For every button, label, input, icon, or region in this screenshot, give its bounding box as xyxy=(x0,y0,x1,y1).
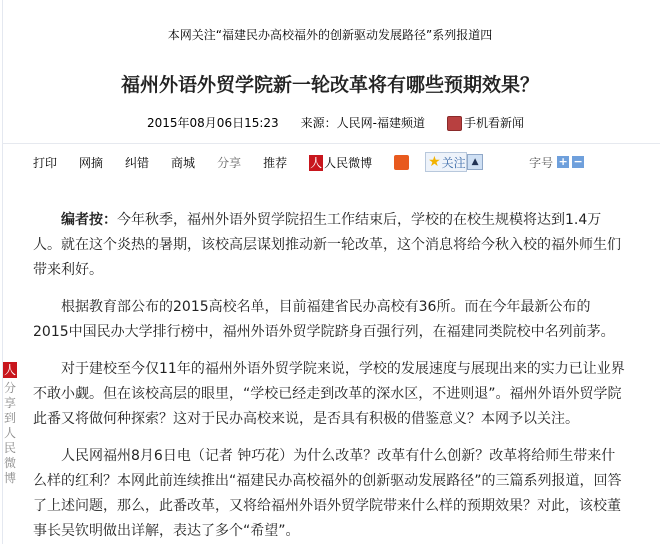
toolbar xyxy=(33,152,587,172)
side-share-char: 到 xyxy=(3,411,16,425)
follow-button[interactable]: ★ 关注 xyxy=(425,152,467,172)
clip-button[interactable]: 网摘 xyxy=(79,155,104,170)
font-decrease-button[interactable]: − xyxy=(573,155,583,168)
recommend-button[interactable]: 推荐 xyxy=(263,155,288,170)
paragraph: 根据教育部公布的2015高校名单，目前福建省民办高校有36所。而在今年最新公布的2015中国民办大学排行榜中，福州外语外贸学院跻身百强行列，在福建同类院校中名列前茅。 xyxy=(33,299,615,340)
side-share-char: 分 xyxy=(3,381,16,395)
mobile-news-link[interactable]: 手机看新闻 xyxy=(447,114,524,131)
people-weibo-icon: 人 xyxy=(3,363,16,377)
editor-note xyxy=(33,208,625,283)
phone-news-icon xyxy=(447,116,462,131)
article-meta xyxy=(147,114,546,131)
correct-button[interactable]: 纠错 xyxy=(125,155,150,170)
side-share-char: 博 xyxy=(3,471,16,485)
chevron-up-icon[interactable]: ▲ xyxy=(467,154,483,170)
weibo-button[interactable]: 人 人民微博 xyxy=(310,155,373,170)
divider xyxy=(2,143,660,144)
side-share-char: 民 xyxy=(3,441,16,455)
font-size-label: 字号 xyxy=(529,155,554,170)
paragraph: 对于建校至今仅11年的福州外语外贸学院来说，学校的发展速度与展现出来的实力已让业界不敢小觑。但在该校高层的眼里，“学校已经走到改革的深水区，不进则退”。福州外语外贸学院此番又将做何种探索？这对于民办高校来说，是否具有积极的借鉴意义？本网予以关注。 xyxy=(33,361,625,427)
mall-button[interactable]: 商城 xyxy=(171,155,196,170)
editor-label: 编者按： xyxy=(61,212,117,228)
side-share-char: 微 xyxy=(3,456,16,470)
side-share-char: 人 xyxy=(3,426,16,440)
people-weibo-icon: 人 xyxy=(310,155,323,170)
side-share-char: 享 xyxy=(3,396,16,410)
page-title: 福州外语外贸学院新一轮改革将有哪些预期效果？ xyxy=(120,74,539,96)
share-label: 分享 xyxy=(217,155,242,170)
star-icon: ★ xyxy=(428,154,441,170)
rss-icon[interactable] xyxy=(394,155,409,170)
series-title: 本网关注“福建民办高校福外的创新驱动发展路径”系列报道四 xyxy=(167,28,493,42)
side-share-weibo[interactable] xyxy=(3,362,17,486)
editor-note-text: 今年秋季，福州外语外贸学院招生工作结束后，学校的在校生规模将达到1.4万人。就在这个炎热的暑期，该校高层谋划推动新一轮改革，这个消息将给今秋入校的福外师生们带来利好。 xyxy=(33,212,621,278)
font-increase-button[interactable]: + xyxy=(558,155,568,168)
datetime: 2015年08月06日15:23 xyxy=(147,116,279,130)
source[interactable]: 来源：人民网-福建频道 xyxy=(300,116,426,130)
paragraph: 人民网福州8月6日电（记者 钟巧花）为什么改革？改革有什么创新？改革将给师生带来什么样的红利？本网此前连续推出“福建民办高校福外的创新驱动发展路径”的三篇系列报道，回答了上述问题，那么，此番改革，又将给福州外语外贸学院带来什么样的预期效果？对此，该校董事长吴钦明做出详解，表达了多个“希望”。 xyxy=(33,448,622,539)
print-button[interactable]: 打印 xyxy=(33,155,58,170)
article-body xyxy=(33,208,625,556)
